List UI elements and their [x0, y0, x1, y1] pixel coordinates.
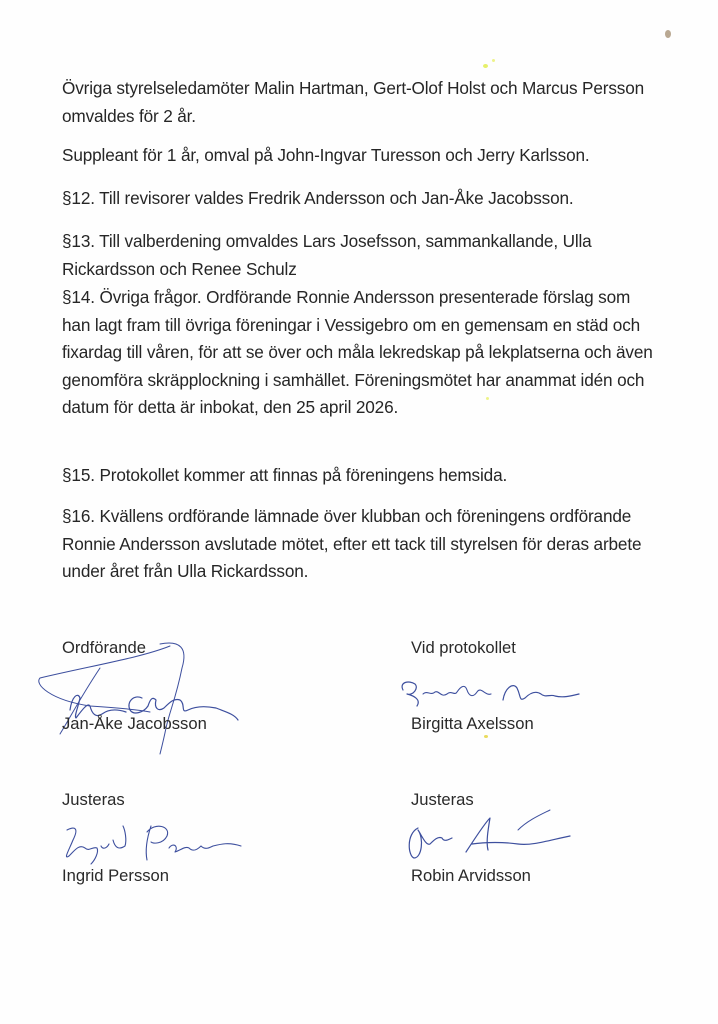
signature-role: Ordförande — [62, 638, 146, 657]
paragraph-section-15: §15. Protokollet kommer att finnas på föreningens hemsida. — [62, 465, 508, 485]
paragraph-section-14: §14. Övriga frågor. Ordförande Ronnie Andersson presenterade förslag som han lagt fram till övriga föreningar i Vessigebro om en gemensam en städ och fixardag till våren, för att se över och måla lekredskap på lekplatserna och även genomföra skräpplockning i samhället. Föreningsmötet har anammat idén och datum för detta är inbokat, den 25 april 2026. — [62, 287, 653, 417]
highlighter-speck — [483, 64, 488, 68]
signature-role: Justeras — [411, 790, 474, 809]
signature-role: Justeras — [62, 790, 125, 809]
paragraph-board-members: Övriga styrelseledamöter Malin Hartman, Gert-Olof Holst och Marcus Persson omvaldes för 2 år. — [62, 78, 645, 126]
signatory-name: Jan-Åke Jacobsson — [62, 714, 207, 733]
handwritten-signature — [55, 820, 265, 870]
handwritten-signature — [395, 676, 595, 716]
signatory-name: Ingrid Persson — [62, 866, 169, 885]
signatory-name: Birgitta Axelsson — [411, 714, 534, 733]
paragraph-section-16: §16. Kvällens ordförande lämnade över klubban och föreningens ordförande Ronnie Andersson avslutade mötet, efter ett tack till styrelsen för deras arbete under året från Ulla Rickardsson. — [62, 506, 642, 581]
paragraph-section-13: §13. Till valberdening omvaldes Lars Josefsson, sammankallande, Ulla Rickardsson och Renee Schulz — [62, 231, 592, 279]
highlighter-speck — [492, 59, 495, 62]
highlighter-speck — [484, 735, 488, 738]
paragraph-deputies: Suppleant för 1 år, omval på John-Ingvar Turesson och Jerry Karlsson. — [62, 145, 590, 165]
scan-speck — [665, 30, 671, 38]
paragraph-section-12: §12. Till revisorer valdes Fredrik Andersson och Jan-Åke Jacobsson. — [62, 188, 574, 208]
signatory-name: Robin Arvidsson — [411, 866, 531, 885]
handwritten-signature — [400, 806, 590, 866]
signature-role: Vid protokollet — [411, 638, 516, 657]
